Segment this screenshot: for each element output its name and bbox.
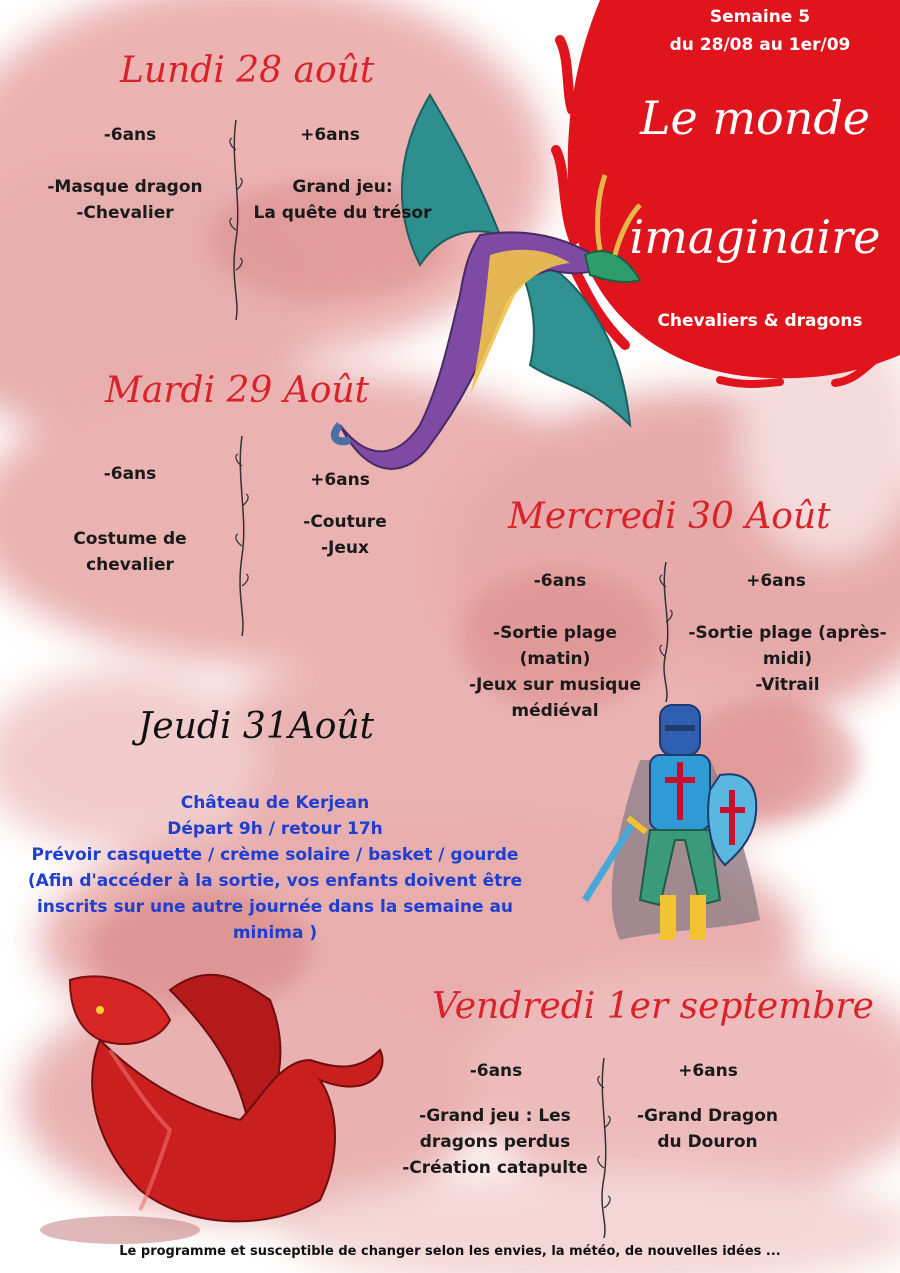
badge-title-line1: Le monde	[640, 91, 870, 145]
tuesday-over6-activities	[270, 509, 420, 561]
friday-under6-label: -6ans	[469, 1061, 523, 1081]
monday-under6-label: -6ans	[103, 125, 157, 145]
activity-line: -Chevalier	[76, 203, 174, 223]
wednesday-title: Mercredi 30 Août	[508, 496, 831, 537]
activity-line: -Sortie plage	[493, 623, 617, 643]
badge-title-line2: imaginaire	[629, 210, 881, 264]
knight-illustration	[580, 700, 780, 965]
dragon-teal-illustration	[330, 85, 650, 510]
vine-divider-tuesday	[232, 436, 252, 636]
thursday-outing-info	[10, 790, 540, 946]
wednesday-under6-label: -6ans	[533, 571, 587, 591]
wednesday-under6-activities	[450, 620, 660, 724]
badge-subtitle: Chevaliers & dragons	[657, 311, 863, 331]
activity-line: La quête du trésor	[253, 203, 432, 223]
activity-line: Costume de	[73, 529, 187, 549]
outing-note-line: (Afin d'accéder à la sortie, vos enfants doivent être	[27, 871, 523, 891]
badge-week: Semaine 5	[709, 7, 811, 27]
activity-line: dragons perdus	[419, 1132, 571, 1152]
dragon-red-illustration	[40, 960, 400, 1250]
monday-under6-activities	[20, 174, 230, 226]
outing-location: Château de Kerjean	[180, 793, 370, 813]
activity-line: midi)	[762, 649, 813, 669]
footer-disclaimer: Le programme et susceptible de changer selon les envies, la météo, de nouvelles idées ...	[119, 1244, 781, 1259]
friday-over6-activities	[615, 1103, 800, 1155]
activity-line: du Douron	[657, 1132, 758, 1152]
activity-line: -Couture	[303, 512, 387, 532]
wednesday-over6-activities	[680, 620, 895, 698]
tuesday-title: Mardi 29 Août	[105, 370, 370, 411]
friday-under6-activities	[390, 1103, 600, 1181]
activity-line: -Jeux sur musique	[469, 675, 641, 695]
friday-over6-label: +6ans	[678, 1061, 738, 1081]
monday-title: Lundi 28 août	[120, 50, 375, 91]
wednesday-over6-label: +6ans	[746, 571, 806, 591]
outing-note-line: inscrits sur une autre journée dans la semaine au	[36, 897, 514, 917]
friday-title: Vendredi 1er septembre	[432, 986, 874, 1027]
monday-over6-label: +6ans	[300, 125, 360, 145]
activity-line: -Création catapulte	[402, 1158, 588, 1178]
activity-line: -Jeux	[321, 538, 369, 558]
activity-line: Grand jeu:	[292, 177, 393, 197]
badge-dates: du 28/08 au 1er/09	[669, 35, 851, 55]
tuesday-over6-label: +6ans	[310, 470, 370, 490]
outing-note-line: minima )	[232, 923, 318, 943]
tuesday-under6-label: -6ans	[103, 464, 157, 484]
thursday-title: Jeudi 31Août	[138, 706, 375, 747]
activity-line: (matin)	[519, 649, 591, 669]
tuesday-under6-activities	[40, 526, 220, 578]
activity-line: -Sortie plage (après-	[688, 623, 887, 643]
activity-line: chevalier	[86, 555, 174, 575]
activity-line: -Grand Dragon	[637, 1106, 778, 1126]
outing-schedule: Départ 9h / retour 17h	[167, 819, 383, 839]
monday-over6-activities	[240, 174, 445, 226]
activity-line: -Grand jeu : Les	[419, 1106, 571, 1126]
activity-line: médiéval	[511, 701, 599, 721]
outing-checklist: Prévoir casquette / crème solaire / basket / gourde	[31, 845, 519, 865]
activity-line: -Vitrail	[755, 675, 820, 695]
activity-line: -Masque dragon	[47, 177, 203, 197]
